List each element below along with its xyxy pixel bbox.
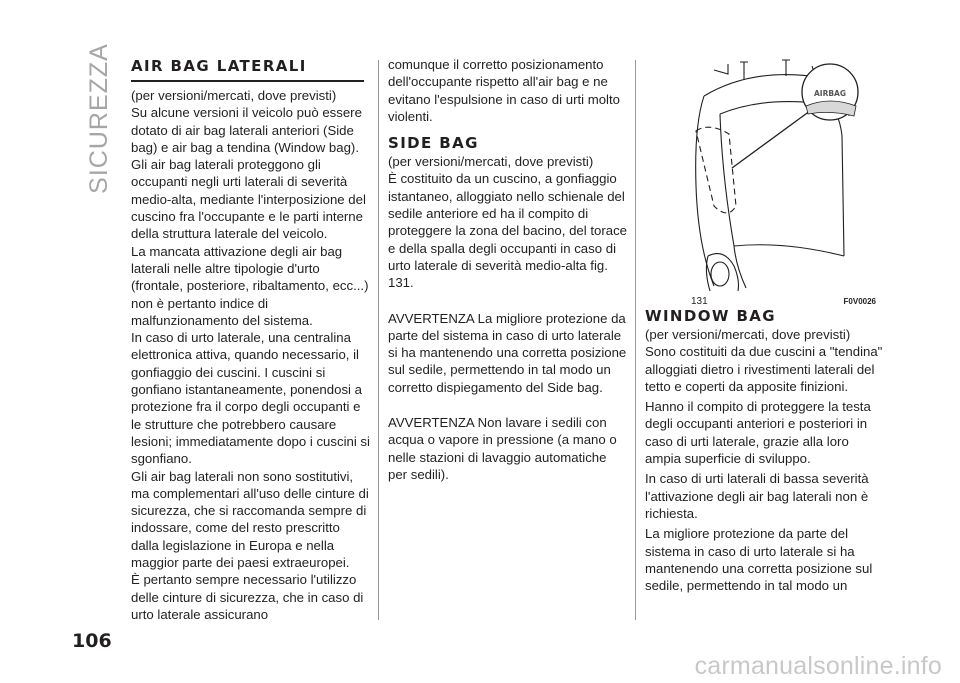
paragraph: Sono costituiti da due cuscini a "tendina" alloggiati dietro i rivestimenti laterali del tetto e coperti da apposite finizioni. — [645, 344, 883, 394]
watermark: carmanualsonline.info — [694, 652, 942, 680]
seat-airbag-figure — [674, 56, 888, 306]
subtitle: (per versioni/mercati, dove previsti) — [645, 327, 851, 342]
subtitle: (per versioni/mercati, dove previsti) — [131, 88, 337, 103]
heading-air-bag-laterali: AIR BAG LATERALI — [131, 56, 364, 82]
seat-illustration — [674, 56, 888, 296]
paragraph: È pertanto sempre necessario l'utilizzo delle cinture di sicurezza, che in caso di urto laterale assicurano — [131, 572, 364, 622]
paragraph: È costituito da un cuscino, a gonfiaggio istantaneo, alloggiato nello schienale del sedile anteriore ed ha il compito di proteggere la zona del bacino, del torace e della spalla degli occupanti in caso di urto laterale di severità medio-alta fig. 131. — [388, 171, 628, 291]
page-number: 106 — [72, 630, 112, 652]
airbag-label: AIRBAG — [813, 89, 847, 98]
column-left — [131, 56, 371, 623]
section-tab — [82, 42, 116, 194]
paragraph: La mancata attivazione degli air bag laterali nelle altre tipologie d'urto (frontale, posteriore, ribaltamento, ecc...) non è pertanto indice di malfunzionamento del sistema. — [131, 243, 369, 328]
column-middle — [388, 56, 628, 483]
column-divider — [378, 60, 379, 620]
section-title: SICUREZZA — [84, 42, 113, 194]
column-right — [645, 56, 885, 594]
paragraph: Gli air bag laterali non sono sostitutivi, ma complementari all'uso delle cinture di sicurezza, che si raccomanda sempre di indossare, come del resto prescritto dalla legislazione in Europa e nella maggior parte dei paesi extraeuropei. — [131, 468, 369, 571]
paragraph: La migliore protezione da parte del sistema in caso di urto laterale si ha mantenendo una corretta posizione sul sedile, permettendo in tal modo un — [645, 526, 873, 594]
figure-number: 131 — [691, 296, 708, 307]
warning-text: AVVERTENZA La migliore protezione da parte del sistema in caso di urto laterale si ha mantenendo una corretta posizione sul sedile, permettendo in tal modo un corretto dispiegamento del Side bag. — [388, 310, 627, 395]
column-divider — [635, 60, 636, 620]
paragraph: In caso di urto laterale, una centralina elettronica attiva, quando necessario, il gonfiaggio dei cuscini. I cuscini si gonfiano istantaneamente, ponendosi a protezione fra il corpo degli occupanti e le strutture che potrebbero causare lesioni; immediatamente dopo i cuscini si sgonfiano. — [131, 330, 370, 467]
heading-window-bag: WINDOW BAG — [645, 307, 777, 325]
paragraph: Su alcune versioni il veicolo può essere dotato di air bag laterali anteriori (Side bag) e air bag a tendina (Window bag). Gli air bag laterali proteggono gli occupanti negli urti laterali di severità medio-alta, mediante l'interposizione del cuscino fra l'occupante e le parti interne della struttura laterale del veicolo. — [131, 105, 366, 242]
paragraph: In caso di urti laterali di bassa severità l'attivazione degli air bag laterali non è richiesta. — [645, 471, 869, 521]
warning-text: AVVERTENZA Non lavare i sedili con acqua o vapore in pressione (a mano o nelle stazioni di lavaggio automatiche per sedili). — [388, 415, 617, 482]
paragraph: comunque il corretto posizionamento dell'occupante rispetto all'air bag e ne evitano l'espulsione in caso di urti molto violenti. — [388, 57, 620, 124]
paragraph: Hanno il compito di proteggere la testa degli occupanti anteriori e posteriori in caso di urti laterale, grazie alla loro ampia superficie di sviluppo. — [645, 399, 871, 467]
heading-side-bag: SIDE BAG — [388, 134, 479, 153]
subtitle: (per versioni/mercati, dove previsti) — [388, 154, 594, 170]
figure-code: F0V0026 — [843, 297, 876, 306]
